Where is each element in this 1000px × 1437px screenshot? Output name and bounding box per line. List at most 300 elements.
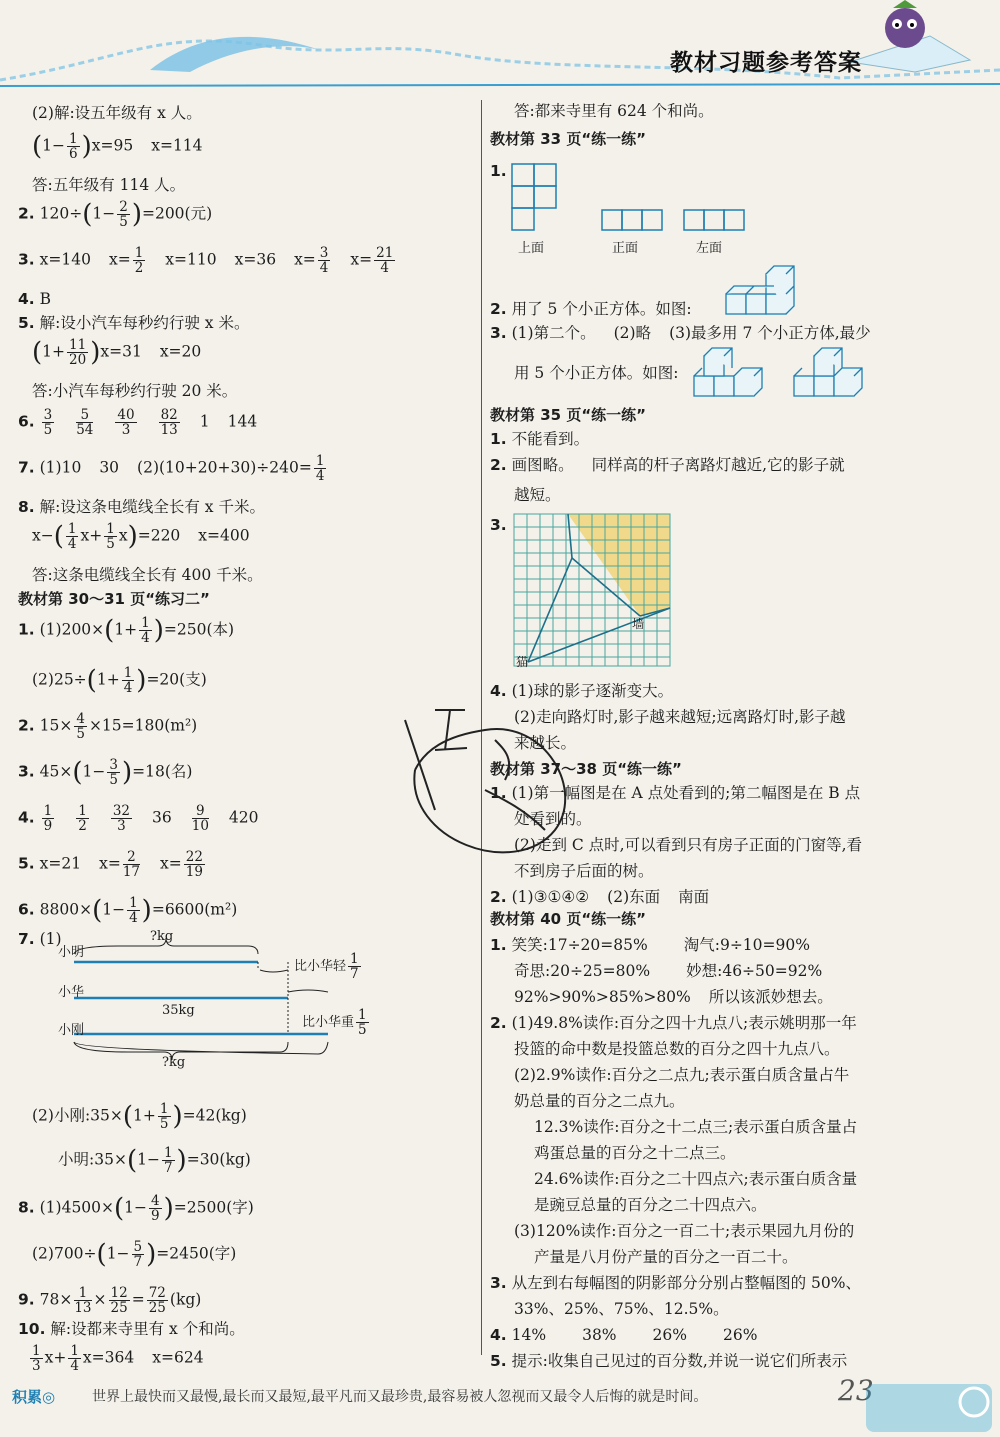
fraction (122, 666, 135, 695)
expr: x=36 (234, 250, 277, 269)
den: 9 (151, 1208, 160, 1225)
num: 2 (119, 199, 128, 215)
equation-line: (1+ $\frac{11}{20}$ )x=31 x=20 (32, 337, 202, 369)
fraction (149, 1194, 162, 1223)
expr: (1)第二个。 (511, 324, 596, 342)
qnum: 1. (490, 936, 507, 954)
expr: =220 (137, 526, 181, 545)
expr: x=95 (91, 136, 134, 155)
num: 1 (32, 1343, 41, 1359)
num: 12 (110, 1285, 128, 1301)
expr: 38% (582, 1326, 617, 1344)
label-hua: 小华 (58, 985, 85, 1000)
answer-line: (2)2.9%读作:百分之二点九;表示蛋白质含量占牛 (514, 1066, 850, 1084)
expr: 144 (227, 412, 258, 431)
fraction (162, 1146, 175, 1175)
expr: 解:设这条电缆线全长有 x 千米。 (39, 498, 265, 516)
expr: 78× (39, 1290, 73, 1309)
fraction (30, 1344, 43, 1373)
footer-label: 积累◎ (12, 1388, 56, 1406)
expr: x=31 (100, 342, 142, 361)
qnum: 3. (18, 250, 35, 269)
exercise-9 (18, 1286, 201, 1315)
label-left-view: 左面 (696, 241, 723, 256)
expr: x− (32, 526, 54, 545)
equation-line: (1− $\frac{1}{6}$ )x=95 x=114 (32, 131, 203, 163)
qnum: 4. (18, 808, 35, 827)
qnum: 3. (490, 1274, 507, 1292)
qnum: 3. (18, 762, 35, 781)
den: 7 (163, 1160, 173, 1177)
fraction (66, 522, 79, 551)
qnum: 5. (18, 314, 35, 332)
question-1 (490, 938, 810, 954)
den: 5 (109, 772, 118, 789)
exercise-8: 8. (1)4500×(1− $\frac{4}{9}$ )=2500(字) (18, 1193, 254, 1225)
den: 25 (110, 1300, 128, 1317)
expr: (1)4500× (39, 1198, 115, 1217)
den: 13 (160, 422, 178, 439)
question-4 (490, 1328, 757, 1344)
den: 13 (74, 1300, 92, 1317)
num: 5 (133, 1239, 143, 1255)
expr: 1 (199, 412, 210, 431)
expr: (1)200× (39, 620, 105, 639)
answer-line: (3)120%读作:百分之一百二十;表示果园九月份的 (514, 1222, 855, 1240)
den: 2 (78, 818, 87, 835)
den: 5 (43, 422, 53, 439)
fraction (132, 1240, 145, 1269)
fraction (74, 1286, 91, 1315)
den: 5 (159, 1116, 169, 1133)
fraction (109, 1286, 130, 1315)
answer-line: (2)走到 C 点时,可以看到只有房子正面的门窗等,看 (514, 836, 863, 854)
num: 1 (129, 895, 138, 911)
num: 1 (315, 453, 325, 469)
den: 6 (69, 146, 78, 163)
expr: 8800× (39, 900, 93, 919)
num: 1 (141, 615, 150, 631)
num: 1 (123, 665, 133, 681)
expr: x= (99, 854, 121, 873)
den: 3 (117, 818, 126, 835)
fraction (115, 408, 136, 437)
expr: 用了 5 个小正方体。如图: (511, 300, 692, 318)
den: 4 (319, 260, 329, 277)
qnum: 10. (18, 1320, 46, 1338)
qnum: 7. (18, 930, 35, 948)
expr: x (118, 526, 128, 545)
den: 5 (76, 726, 85, 743)
fraction (74, 712, 87, 741)
answer-line: 越短。 (514, 486, 561, 504)
section-title: 教材第 35 页“练一练” (490, 406, 647, 424)
qnum: 3. (490, 324, 507, 342)
answer-line: 投篮的命中数是投篮总数的百分之四十九点八。 (514, 1040, 840, 1058)
expr: 不能看到。 (511, 430, 590, 448)
num: 1 (159, 1101, 169, 1117)
qnum: 7. (18, 458, 35, 477)
fraction (42, 408, 55, 437)
num: 1 (163, 1145, 173, 1161)
equation-line: x−( $\frac{1}{4}$ x+ $\frac{1}{5}$ x)=220 x=400 (32, 521, 250, 553)
exercise-7 (18, 932, 62, 948)
num: 2 (123, 850, 140, 865)
den: 4 (67, 536, 77, 553)
label-ming: 小明 (58, 945, 85, 960)
fraction (184, 850, 205, 879)
question-3 (490, 326, 871, 342)
qnum: 9. (18, 1290, 35, 1309)
label-front-view: 正面 (612, 241, 639, 256)
exercise-3: 3. 45×(1− $\frac{3}{5}$ )=18(名) (18, 757, 193, 789)
qnum: 4. (490, 682, 507, 700)
expr: x= (350, 250, 373, 269)
question-2 (490, 302, 692, 318)
num: 21 (376, 245, 394, 261)
expr: 1+ (133, 1106, 156, 1125)
fraction (76, 804, 89, 833)
fraction (318, 246, 331, 275)
expr: =250(本) (163, 620, 235, 639)
den: 25 (148, 1300, 166, 1317)
fraction (104, 522, 117, 551)
question-6 (18, 408, 257, 437)
fraction (111, 804, 132, 833)
fraction (67, 338, 88, 367)
expr: 1− (124, 1198, 148, 1217)
expr: 1+ (42, 342, 66, 361)
question-5 (490, 1354, 847, 1370)
expr: × (93, 1290, 107, 1309)
equation-line (28, 1344, 204, 1373)
num: 32 (112, 803, 130, 819)
expr: 92%>90%>85%>80% (514, 988, 691, 1006)
fraction (117, 200, 130, 229)
answer-line (514, 990, 833, 1006)
equation-line: (2)25÷(1+ $\frac{1}{4}$ )=20(支) (32, 665, 207, 697)
expr: x=21 (39, 854, 82, 873)
expr: 画图略。 (511, 456, 574, 474)
expr: 淘气:9÷10=90% (683, 936, 810, 954)
num: 1 (78, 803, 87, 819)
expr: 1+ (114, 620, 138, 639)
three-views-drawing (508, 160, 808, 240)
den: 4 (70, 1358, 79, 1375)
den: 2 (134, 260, 144, 277)
fraction (348, 952, 361, 981)
question-4 (18, 292, 51, 308)
expr: x+ (44, 1348, 67, 1367)
question-7 (18, 454, 328, 483)
exercise-5 (18, 850, 207, 879)
expr: 1− (92, 204, 116, 223)
expr: =20(支) (146, 670, 207, 689)
den: 3 (121, 422, 131, 439)
fraction (133, 246, 146, 275)
segment-diagram-lines (58, 930, 458, 1070)
shadow-grid-drawing (512, 512, 672, 668)
expr: (2)(10+20+30)÷240= (137, 458, 312, 477)
qnum: 1. (490, 784, 507, 802)
exercise-6: 6. 8800×(1− $\frac{1}{4}$ )=6600(m²) (18, 895, 238, 927)
expr: 同样高的杆子离路灯越近,它的影子就 (591, 456, 845, 474)
equation-line: (2)小刚:35×(1+ $\frac{1}{5}$ )=42(kg) (32, 1101, 247, 1133)
equation-line: (2)700÷(1− $\frac{5}{7}$ )=2450(字) (32, 1239, 237, 1271)
fraction (147, 1286, 168, 1315)
expr: =2500(字) (173, 1198, 254, 1217)
den: 7 (133, 1254, 143, 1271)
expr: ×15=180(m²) (88, 716, 198, 735)
fraction (159, 408, 180, 437)
num: 1 (350, 951, 359, 967)
label-gang: 小刚 (58, 1023, 85, 1038)
fraction (158, 1102, 171, 1131)
fraction (76, 408, 93, 437)
qnum: 2. (18, 716, 35, 735)
page-footer (0, 1372, 1000, 1437)
expr: 1− (137, 1150, 160, 1169)
cube-figure-min (790, 346, 880, 402)
expr: = (131, 1290, 145, 1309)
expr: x=364 (82, 1348, 135, 1367)
den: 19 (185, 864, 203, 881)
qnum: 1. (490, 430, 507, 448)
num: 3 (109, 757, 118, 773)
answer-line (514, 964, 822, 980)
fraction (42, 804, 55, 833)
expr: =18(名) (132, 762, 193, 781)
equation-line: 小明:35×(1− $\frac{1}{7}$ )=30(kg) (58, 1145, 251, 1177)
expr: 1− (82, 762, 106, 781)
expr: 30 (99, 458, 120, 477)
footer-quote: 世界上最快而又最慢,最长而又最短,最平凡而又最珍贵,最容易被人忽视而又最令人后悔的就是时间。 (92, 1389, 708, 1405)
fraction (356, 1008, 369, 1037)
expr: x= (294, 250, 316, 269)
expr: =30(kg) (186, 1150, 251, 1169)
qnum: 2. (18, 204, 35, 223)
label-wall: 墙 (632, 617, 645, 631)
qnum: 2. (490, 1014, 507, 1032)
expr: (1) (39, 930, 62, 948)
num: 1 (43, 803, 53, 819)
expr: 1− (42, 136, 66, 155)
label-unknown-kg: ?kg (150, 929, 174, 944)
expr: x=114 (151, 136, 203, 155)
den: 3 (32, 1358, 41, 1375)
num: 1 (69, 131, 78, 147)
handwritten-stamp-drawing (395, 690, 595, 880)
den: 5 (119, 214, 128, 231)
question-2 (490, 890, 709, 906)
fraction (123, 850, 140, 879)
question-2: 2. 120÷(1− $\frac{2}{5}$ )=200(元) (18, 199, 213, 231)
expr: 45× (39, 762, 73, 781)
qnum: 6. (18, 412, 35, 431)
question-8 (18, 500, 265, 516)
expr: 420 (228, 808, 259, 827)
fraction (192, 804, 209, 833)
answer-line: 答:五年级有 114 人。 (32, 176, 186, 194)
num: 1 (134, 245, 144, 261)
qnum: 5. (18, 854, 35, 873)
question-2 (490, 458, 845, 474)
num: 11 (69, 337, 87, 353)
answer-line: 12.3%读作:百分之十二点三;表示蛋白质含量占 (534, 1118, 858, 1136)
expr: 26% (722, 1326, 758, 1344)
fraction (139, 616, 152, 645)
expr: =6600(m²) (151, 900, 238, 919)
section-title: 教材第 33 页“练一练” (490, 130, 647, 148)
fraction (67, 132, 80, 161)
num: 1 (70, 1343, 79, 1359)
den: 5 (358, 1022, 367, 1039)
num: 1 (106, 521, 115, 537)
num: 1 (358, 1007, 367, 1023)
fraction (314, 454, 327, 483)
cube-stack-figure (720, 264, 810, 324)
question-3 (490, 1276, 861, 1292)
expr: (1)10 (39, 458, 82, 477)
question-5 (18, 316, 249, 332)
qnum: 8. (18, 498, 35, 516)
num: 5 (76, 408, 93, 423)
expr: (1)第一幅图是在 A 点处看到的;第二幅图是在 B 点 (511, 784, 861, 802)
expr: 妙想:46÷50=92% (686, 962, 823, 980)
expr: 15× (39, 716, 73, 735)
num: 22 (185, 849, 203, 865)
answer-line: 是豌豆总量的百分之二十四点六。 (534, 1196, 767, 1214)
expr: (2)700÷ (32, 1244, 97, 1263)
den: 4 (315, 468, 325, 485)
den: 4 (123, 680, 133, 697)
fraction (107, 758, 120, 787)
expr: =42(kg) (182, 1106, 247, 1125)
expr: (1)③①④② (511, 888, 590, 906)
qnum: 4. (18, 290, 35, 308)
den: 20 (69, 352, 87, 369)
answer-line: 不到房子后面的树。 (514, 862, 654, 880)
label-unknown-kg-2: ?kg (162, 1055, 186, 1070)
three-views-figure (508, 160, 808, 260)
expr: (3)最多用 7 个小正方体,最少 (669, 324, 871, 342)
expr: x=110 (165, 250, 217, 269)
label-top-view: 上面 (518, 241, 545, 256)
den: 17 (122, 864, 140, 881)
expr: (1)球的影子逐渐变大。 (511, 682, 674, 700)
qnum: 1. (18, 620, 35, 639)
answer-line: (2)走向路灯时,影子越来越短;远离路灯时,影子越 (514, 708, 846, 726)
qnum: 2. (490, 300, 507, 318)
text: 比小华重 (302, 1015, 355, 1031)
header-title: 教材习题参考答案 (670, 50, 862, 76)
exercise-10 (18, 1322, 245, 1338)
answer-line: 奶总量的百分之二点九。 (514, 1092, 685, 1110)
expr: 从左到右每幅图的阴影部分分别占整幅图的 50%、 (511, 1274, 862, 1292)
section-title: 教材第 37～38 页“练一练” (490, 760, 682, 778)
num: 3 (319, 245, 329, 261)
question-1 (490, 432, 589, 448)
den: 4 (129, 910, 138, 927)
cube-figure-max (690, 346, 780, 402)
fraction (127, 896, 140, 925)
segment-diagram (58, 930, 458, 1070)
num: 4 (76, 711, 85, 727)
num: 82 (160, 407, 178, 423)
question-2 (490, 1016, 857, 1032)
num: 3 (43, 407, 53, 423)
expr: x=400 (198, 526, 250, 545)
expr: 所以该派妙想去。 (708, 988, 833, 1006)
expr: 解:设都来寺里有 x 个和尚。 (50, 1320, 245, 1338)
expr: 120÷ (39, 204, 83, 223)
qnum: 6. (18, 900, 35, 919)
text: 比小华轻 (294, 959, 347, 975)
num: 72 (148, 1285, 166, 1301)
section-title: 教材第 40 页“练一练” (490, 910, 647, 928)
num: 1 (67, 521, 77, 537)
answer-line: (2)解:设五年级有 x 人。 (32, 104, 202, 122)
den: 10 (191, 818, 209, 835)
expr: (2)略 (613, 324, 652, 342)
den: 54 (76, 422, 94, 439)
fraction (374, 246, 395, 275)
expr: 14% (511, 1326, 547, 1344)
qnum: 2. (490, 888, 507, 906)
section-title: 教材第 30～31 页“练习二” (18, 590, 210, 608)
question-3 (18, 246, 397, 275)
expr: x=20 (159, 342, 202, 361)
expr: 南面 (678, 888, 710, 906)
den: 5 (106, 536, 115, 553)
expr: =2450(字) (156, 1244, 237, 1263)
expr: x= (160, 854, 182, 873)
expr: x+ (80, 526, 103, 545)
exercise-1: 1. (1)200×(1+ $\frac{1}{4}$ )=250(本) (18, 615, 235, 647)
expr: x= (108, 250, 131, 269)
label-heavier (302, 1008, 371, 1037)
den: 7 (350, 966, 359, 983)
expr: (kg) (169, 1290, 202, 1309)
answer-line: 处看到的。 (514, 810, 592, 828)
expr: (2)25÷ (32, 670, 87, 689)
expr: 奇思:20÷25=80% (514, 962, 651, 980)
answer-line: 答:这条电缆线全长有 400 千米。 (32, 566, 263, 584)
answer-line: 来越长。 (514, 734, 577, 752)
label-35kg: 35kg (162, 1003, 195, 1018)
answer-line: 用 5 个小正方体。如图: (514, 364, 679, 382)
expr: 笑笑:17÷20=85% (511, 936, 648, 954)
shadow-grid-figure (512, 512, 682, 682)
qnum: 3. (490, 516, 507, 534)
den: 4 (141, 630, 150, 647)
exercise-4 (18, 804, 259, 833)
answer-line: 答:小汽车每秒约行驶 20 米。 (32, 382, 238, 400)
answer-line: 答:都来寺里有 624 个和尚。 (514, 102, 714, 120)
expr: 1− (106, 1244, 130, 1263)
expr: x=624 (152, 1348, 204, 1367)
page-number: 23 (838, 1374, 874, 1407)
answer-line: 产量是八月份产量的百分之一百二十。 (534, 1248, 798, 1266)
expr: (1)49.8%读作:百分之四十九点八;表示姚明那一年 (511, 1014, 857, 1032)
expr: 提示:收集自己见过的百分数,并说一说它们所表示 (511, 1352, 848, 1370)
answer-line: 33%、25%、75%、12.5%。 (514, 1300, 729, 1318)
expr: 1+ (96, 670, 120, 689)
den: 4 (380, 260, 390, 277)
exercise-2 (18, 712, 197, 741)
answer-line: 24.6%读作:百分之二十四点六;表示蛋白质含量 (534, 1170, 858, 1188)
qnum: 5. (490, 1352, 507, 1370)
